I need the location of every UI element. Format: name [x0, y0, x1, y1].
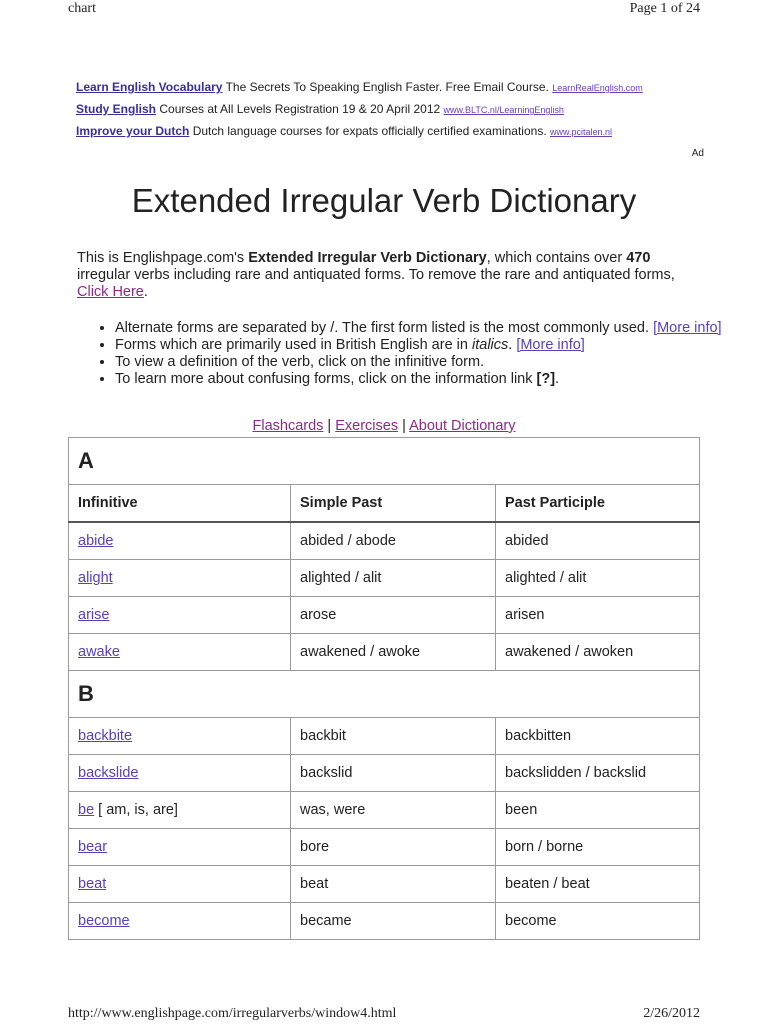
print-page-number: Page 1 of 24: [629, 1, 700, 16]
table-row: [69, 755, 700, 792]
past-participle-cell: backbitten: [496, 718, 700, 755]
bullet-text: .: [508, 337, 517, 353]
infinitive-cell: [69, 792, 291, 829]
infinitive-cell: [69, 522, 291, 560]
table-row: [69, 522, 700, 560]
ad-text: Dutch language courses for expats officially certified examinations.: [189, 124, 550, 138]
print-footer: [68, 1006, 700, 1022]
about-dictionary-link[interactable]: About Dictionary: [409, 418, 516, 434]
table-row: [69, 866, 700, 903]
simple-past-cell: awakened / awoke: [291, 634, 496, 671]
ad-url-link[interactable]: www.BLTC.nl/LearningEnglish: [443, 105, 564, 115]
past-participle-cell: been: [496, 792, 700, 829]
verb-count: 470: [626, 250, 651, 266]
table-row: [69, 634, 700, 671]
table-header-row: [69, 485, 700, 523]
info-link-marker: [?]: [536, 371, 556, 387]
table-row: [69, 718, 700, 755]
simple-past-cell: became: [291, 903, 496, 940]
column-header-infinitive: Infinitive: [69, 485, 291, 523]
more-info-link[interactable]: [More info]: [653, 320, 722, 336]
simple-past-cell: abided / abode: [291, 522, 496, 560]
past-participle-cell: beaten / beat: [496, 866, 700, 903]
ad-text: The Secrets To Speaking English Faster. Free Email Course.: [222, 80, 553, 94]
bullet-text: To view a definition of the verb, click on the infinitive form.: [115, 354, 485, 370]
print-footer-date: 2/26/2012: [643, 1006, 700, 1021]
past-participle-cell: backslidden / backslid: [496, 755, 700, 792]
bullet-text: Forms which are primarily used in British English are in: [115, 337, 472, 353]
letter-row-b: [69, 671, 700, 718]
info-bullet-list: [77, 320, 739, 388]
bullet-item: [115, 337, 739, 354]
table-row: [69, 829, 700, 866]
ad-line: [76, 78, 704, 100]
letter-heading: B: [69, 671, 700, 718]
column-header-simple-past: Simple Past: [291, 485, 496, 523]
simple-past-cell: beat: [291, 866, 496, 903]
past-participle-cell: awakened / awoken: [496, 634, 700, 671]
nav-separator: |: [398, 418, 410, 434]
letter-heading: A: [69, 438, 700, 485]
intro-paragraph: [77, 250, 701, 301]
ad-title-link[interactable]: Study English: [76, 102, 157, 116]
intro-text: irregular verbs including rare and antiquated forms. To remove the rare and antiquated forms,: [77, 267, 675, 283]
table-row: [69, 792, 700, 829]
verb-link[interactable]: become: [78, 913, 130, 929]
infinitive-cell: [69, 634, 291, 671]
print-header-title: chart: [68, 1, 96, 16]
ad-text: Courses at All Levels Registration 19 & 20 April 2012: [156, 102, 444, 116]
intro-text: .: [143, 284, 148, 300]
ad-block: [76, 78, 704, 159]
bullet-item: [115, 371, 739, 388]
simple-past-cell: was, were: [291, 792, 496, 829]
ad-label[interactable]: Ad: [691, 148, 704, 159]
dictionary-nav: [0, 418, 768, 434]
ad-line: [76, 100, 704, 122]
intro-text: This is Englishpage.com's: [77, 250, 249, 266]
verb-link[interactable]: backbite: [78, 728, 133, 744]
infinitive-cell: [69, 903, 291, 940]
bullet-item: [115, 354, 739, 371]
verb-link[interactable]: arise: [78, 607, 110, 623]
verb-table: [68, 437, 700, 940]
verb-link[interactable]: awake: [78, 644, 120, 660]
table-row: [69, 903, 700, 940]
verb-note: [ am, is, are]: [94, 802, 178, 818]
verb-link[interactable]: bear: [78, 839, 108, 855]
simple-past-cell: backbit: [291, 718, 496, 755]
past-participle-cell: alighted / alit: [496, 560, 700, 597]
more-info-link[interactable]: [More info]: [516, 337, 585, 353]
verb-link[interactable]: abide: [78, 533, 114, 549]
ad-title-link[interactable]: Improve your Dutch: [76, 124, 190, 138]
past-participle-cell: arisen: [496, 597, 700, 634]
page-title: Extended Irregular Verb Dictionary: [131, 182, 637, 219]
verb-link[interactable]: alight: [78, 570, 113, 586]
past-participle-cell: abided: [496, 522, 700, 560]
verb-link[interactable]: backslide: [78, 765, 139, 781]
bullet-text: Alternate forms are separated by /. The first form listed is the most commonly used.: [115, 320, 654, 336]
infinitive-cell: [69, 718, 291, 755]
intro-text: , which contains over: [486, 250, 627, 266]
letter-row-a: [69, 438, 700, 485]
infinitive-cell: [69, 866, 291, 903]
bullet-italic-text: italics: [472, 337, 509, 353]
simple-past-cell: backslid: [291, 755, 496, 792]
verb-link[interactable]: beat: [78, 876, 107, 892]
ad-url-link[interactable]: LearnRealEnglish.com: [552, 83, 643, 93]
simple-past-cell: bore: [291, 829, 496, 866]
intro-bold-text: Extended Irregular Verb Dictionary: [248, 250, 487, 266]
nav-separator: |: [323, 418, 336, 434]
bullet-text: .: [555, 371, 560, 387]
ad-url-link[interactable]: www.pcitalen.nl: [550, 127, 613, 137]
flashcards-link[interactable]: Flashcards: [252, 418, 324, 434]
infinitive-cell: [69, 560, 291, 597]
column-header-past-participle: Past Participle: [496, 485, 700, 523]
infinitive-cell: [69, 597, 291, 634]
simple-past-cell: arose: [291, 597, 496, 634]
infinitive-cell: [69, 755, 291, 792]
bullet-item: [115, 320, 739, 337]
click-here-link[interactable]: Click Here: [77, 284, 144, 300]
past-participle-cell: become: [496, 903, 700, 940]
verb-link[interactable]: be: [78, 802, 95, 818]
simple-past-cell: alighted / alit: [291, 560, 496, 597]
infinitive-cell: [69, 829, 291, 866]
bullet-text: To learn more about confusing forms, click on the information link: [115, 371, 537, 387]
table-row: [69, 597, 700, 634]
print-footer-url: http://www.englishpage.com/irregularverbs/window4.html: [68, 1006, 397, 1021]
ad-line: [76, 122, 704, 144]
table-row: [69, 560, 700, 597]
ad-title-link[interactable]: Learn English Vocabulary: [76, 80, 223, 94]
print-header: [68, 1, 700, 17]
past-participle-cell: born / borne: [496, 829, 700, 866]
exercises-link[interactable]: Exercises: [335, 418, 399, 434]
